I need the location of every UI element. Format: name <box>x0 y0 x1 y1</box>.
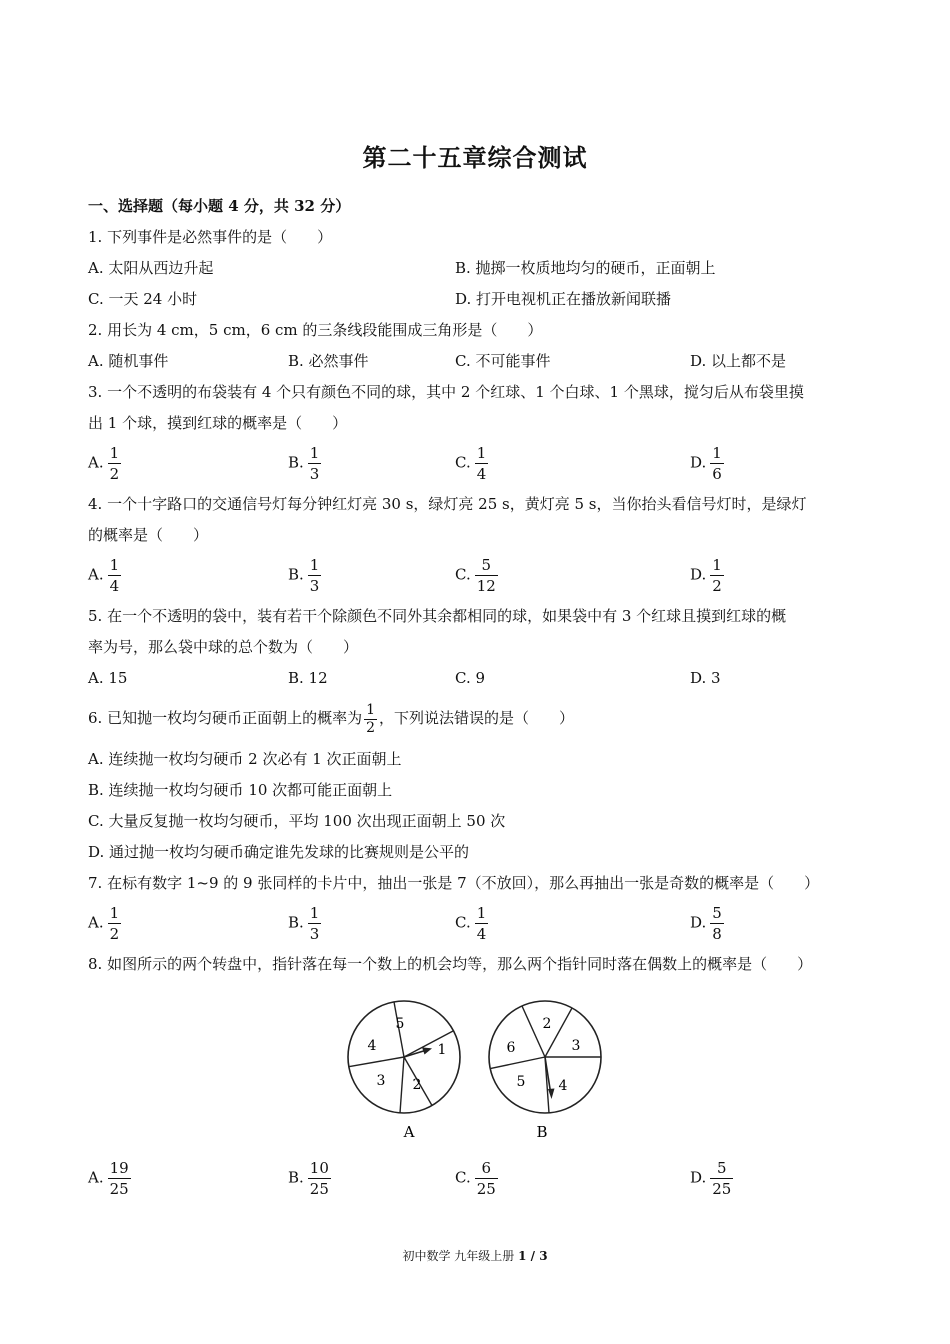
q2-option-a: A. 随机事件 <box>88 352 169 370</box>
q5-option-d: D. 3 <box>690 669 721 687</box>
q2-option-d: D. 以上都不是 <box>690 352 787 370</box>
page-footer <box>0 1247 950 1264</box>
q8-option-c: C. $\frac{6}{25}$ <box>455 1159 496 1198</box>
spinner-b-sector-3: 3 <box>571 1038 581 1054</box>
spinner-b-sector-6: 6 <box>506 1040 516 1056</box>
q1-option-c: C. 一天 24 小时 <box>88 290 198 308</box>
footer-subject: 初中数学 九年级上册 <box>402 1249 515 1263</box>
q6-option-c: C. 大量反复抛一枚均匀硬币，平均 100 次出现正面朝上 50 次 <box>88 812 506 830</box>
q5-option-b: B. 12 <box>288 669 328 687</box>
page-title: 第二十五章综合测试 <box>362 143 588 172</box>
q3-option-b: B. $\frac{1}{3}$ <box>288 444 320 483</box>
question-1: 1. 下列事件是必然事件的是（ ） <box>88 228 333 246</box>
q3-option-a: A. $\frac{1}{2}$ <box>88 444 120 483</box>
question-6: 6. 已知抛一枚均匀硬币正面朝上的概率为 $\frac{1}{2}$ ，下列说法错误的是（ ） <box>88 701 575 736</box>
question-5-line-2: 率为号，那么袋中球的总个数为（ ） <box>88 638 359 656</box>
question-7: 7. 在标有数字 1~9 的 9 张同样的卡片中，抽出一张是 7（不放回），那么再抽出一张是奇数的概率是（ ） <box>88 874 820 892</box>
spinner-b-sector-5: 5 <box>516 1074 526 1090</box>
spinner-b-sector-4: 4 <box>558 1078 568 1094</box>
q6-option-a: A. 连续抛一枚均匀硬币 2 次必有 1 次正面朝上 <box>88 750 402 768</box>
question-8: 8. 如图所示的两个转盘中，指针落在每一个数上的机会均等，那么两个指针同时落在偶数上的概率是（ ） <box>88 955 813 973</box>
question-2: 2. 用长为 4 cm，5 cm，6 cm 的三条线段能围成三角形是（ ） <box>88 321 543 339</box>
q1-option-d: D. 打开电视机正在播放新闻联播 <box>455 290 672 308</box>
question-4-line-1: 4. 一个十字路口的交通信号灯每分钟红灯亮 30 s，绿灯亮 25 s，黄灯亮 5 s，当你抬头看信号灯时，是绿灯 <box>88 495 807 513</box>
q4-option-a: A. $\frac{1}{4}$ <box>88 556 120 595</box>
q7-option-a: A. $\frac{1}{2}$ <box>88 904 120 943</box>
footer-page-number: 1 / 3 <box>518 1249 548 1263</box>
q6-option-b: B. 连续抛一枚均匀硬币 10 次都可能正面朝上 <box>88 781 393 799</box>
question-3-line-1: 3. 一个不透明的布袋装有 4 个只有颜色不同的球，其中 2 个红球、1 个白球、1 个黑球，搅匀后从布袋里摸 <box>88 383 804 401</box>
spinner-b <box>489 1001 601 1141</box>
q8-option-a: A. $\frac{19}{25}$ <box>88 1159 129 1198</box>
q8-option-d: D. $\frac{5}{25}$ <box>690 1159 732 1198</box>
question-5-line-1: 5. 在一个不透明的袋中，装有若干个除颜色不同外其余都相同的球，如果袋中有 3 个红球且摸到红球的概 <box>88 607 787 625</box>
spinner-a-sector-4: 4 <box>367 1038 377 1054</box>
q2-option-b: B. 必然事件 <box>288 352 369 370</box>
spinner-a-sector-5: 5 <box>395 1016 405 1032</box>
q3-option-d: D. $\frac{1}{6}$ <box>690 444 722 483</box>
q8-option-b: B. $\frac{10}{25}$ <box>288 1159 329 1198</box>
spinner-a-sector-3: 3 <box>376 1073 386 1089</box>
q7-option-d: D. $\frac{5}{8}$ <box>690 904 722 943</box>
q4-option-b: B. $\frac{1}{3}$ <box>288 556 320 595</box>
q4-option-d: D. $\frac{1}{2}$ <box>690 556 722 595</box>
q6-option-d: D. 通过抛一枚均匀硬币确定谁先发球的比赛规则是公平的 <box>88 843 470 861</box>
spinner-a-sector-1: 1 <box>437 1042 447 1058</box>
spinner-b-sector-2: 2 <box>542 1016 552 1032</box>
spinner-b-label: B <box>536 1123 548 1141</box>
spinner-a-sector-2: 2 <box>412 1077 422 1093</box>
q5-option-c: C. 9 <box>455 669 486 687</box>
spinner-a-label: A <box>403 1123 415 1141</box>
q3-option-c: C. $\frac{1}{4}$ <box>455 444 487 483</box>
question-4-line-2: 的概率是（ ） <box>88 526 209 544</box>
q1-option-a: A. 太阳从西边升起 <box>88 259 214 277</box>
q1-option-b: B. 抛掷一枚质地均匀的硬币，正面朝上 <box>455 259 716 277</box>
q7-option-c: C. $\frac{1}{4}$ <box>455 904 487 943</box>
spinner-a <box>348 1001 460 1141</box>
question-3-line-2: 出 1 个球，摸到红球的概率是（ ） <box>88 414 348 432</box>
q7-option-b: B. $\frac{1}{3}$ <box>288 904 320 943</box>
section-heading-choice: 一、选择题（每小题 4 分，共 32 分） <box>88 197 351 215</box>
spinner-figure <box>330 995 620 1145</box>
q2-option-c: C. 不可能事件 <box>455 352 551 370</box>
q4-option-c: C. $\frac{5}{12}$ <box>455 556 496 595</box>
q5-option-a: A. 15 <box>88 669 128 687</box>
